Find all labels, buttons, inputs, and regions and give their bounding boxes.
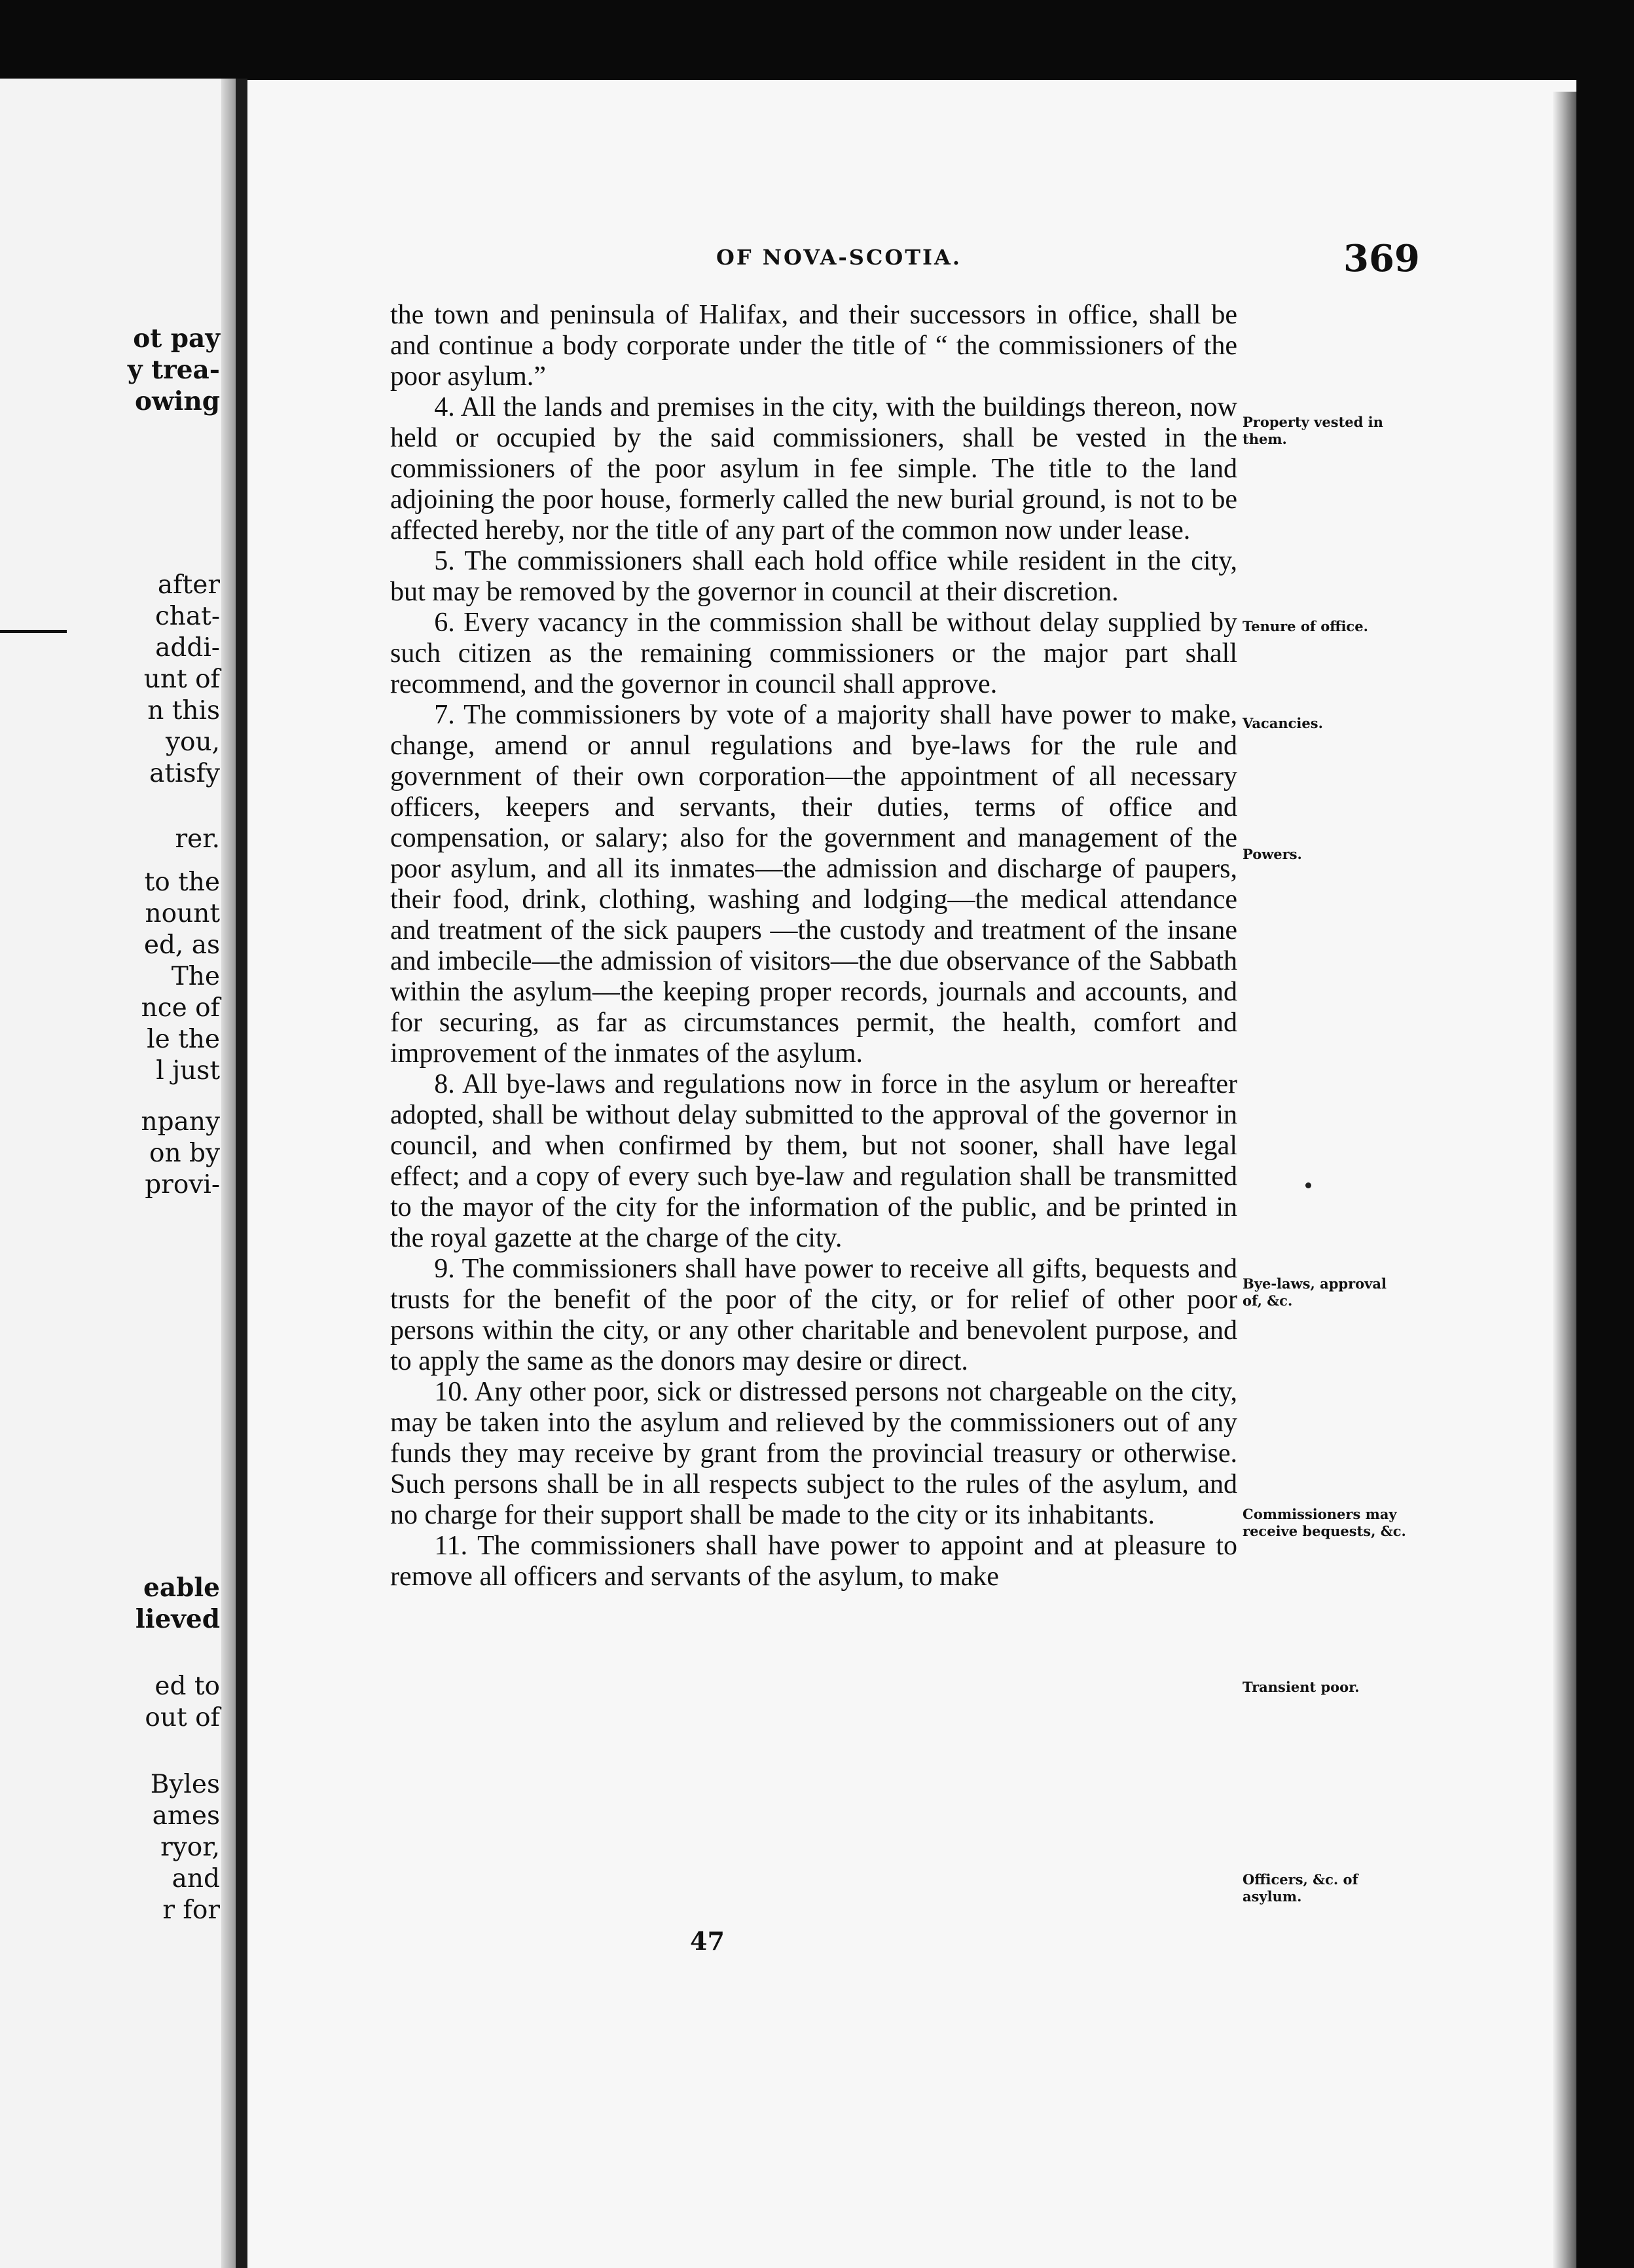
left-page-fragment: ryor, [160, 1833, 220, 1862]
section-paragraph: 6. Every vacancy in the commission shall be without delay supplied by such citizen as the remaining commissioners or the major part shall recommend, and the governor in council shall approve. [390, 608, 1237, 699]
left-facing-page [0, 79, 236, 2268]
left-page-fragment: rer. [175, 824, 220, 854]
page-number: 369 [1343, 237, 1420, 280]
margin-note: Powers. [1243, 846, 1302, 862]
left-page-fragment: unt of [143, 665, 220, 694]
left-page-fragment: provi- [145, 1170, 220, 1199]
left-page-fragment: eable [143, 1573, 220, 1603]
left-page-rule [0, 630, 67, 633]
section-paragraph: 9. The commissioners shall have power to receive all gifts, bequests and trusts for the benefit of the poor of the city, or for relief of other poor persons within the city, or any other charitable and benevolent purpose, and to apply the same as the donors may desire or direct. [390, 1254, 1237, 1376]
left-page-fragment: n this [147, 696, 220, 725]
left-page-fragment: addi- [155, 633, 220, 663]
body-text [390, 300, 1237, 1592]
left-page-fragment: lieved [135, 1604, 220, 1634]
left-page-fragment: owing [134, 386, 220, 416]
left-page-fragment: ed, as [143, 930, 220, 960]
left-page-fragment: and [172, 1864, 220, 1893]
margin-note: Officers, &c. of asylum. [1243, 1871, 1358, 1905]
left-page-fragment: The [171, 962, 220, 991]
margin-note: Bye-laws, approval of, &c. [1243, 1275, 1387, 1309]
section-paragraph: 7. The commissioners by vote of a majority shall have power to make, change, amend or annul regulations and bye-laws for the rule and government of their own corporation—the appointment of all necessary officers, keepers and servants, their duties, terms of office and compensation, or salary; also for the government and management of the poor asylum, and all its inmates—the admission and discharge of paupers, their food, drink, clothing, washing and lodging—the medical attendance and treatment of the sick paupers —the custody and treatment of the insane and imbecile—the admission of visitors—the due observance of the Sabbath within the asylum—the keeping proper records, journals and accounts, and for securing, as far as circumstances permit, the health, comfort and improvement of the inmates of the asylum. [390, 700, 1237, 1069]
left-page-fragment: Byles [150, 1770, 220, 1799]
left-page-fragment: on by [149, 1139, 220, 1168]
right-page-edge-shadow [1553, 92, 1576, 2268]
section-paragraph: the town and peninsula of Halifax, and their successors in office, shall be and continue a body corporate under the title of “ the commissioners of the poor asylum.” [390, 300, 1237, 392]
left-page-fragment: atisfy [149, 759, 220, 788]
left-page-fragment: ames [152, 1801, 220, 1831]
running-title: OF NOVA-SCOTIA. [716, 245, 962, 270]
left-page-gutter-shadow [221, 79, 236, 2268]
margin-note: Tenure of office. [1243, 618, 1368, 634]
margin-note: Commissioners may receive bequests, &c. [1243, 1506, 1406, 1539]
margin-note: Vacancies. [1243, 715, 1323, 731]
section-paragraph: 5. The commissioners shall each hold office while resident in the city, but may be removed by the governor in council at their discretion. [390, 546, 1237, 607]
section-paragraph: 11. The commissioners shall have power to appoint and at pleasure to remove all officers and servants of the asylum, to make [390, 1531, 1237, 1592]
left-page-fragment: chat- [154, 602, 220, 631]
margin-note: Transient poor. [1243, 1679, 1360, 1695]
section-paragraph: 4. All the lands and premises in the city, with the buildings thereon, now held or occupied by the said commissioners, shall be vested in the commissioners of the poor asylum in fee simple. The title to the land adjoining the poor house, formerly called the new burial ground, is not to be affected hereby, nor the title of any part of the common now under lease. [390, 392, 1237, 545]
left-page-fragment: npany [141, 1107, 220, 1137]
section-paragraph: 10. Any other poor, sick or distressed persons not chargeable on the city, may be taken into the asylum and relieved by the commissioners out of any funds they may receive by grant from the provincial treasury or otherwise. Such persons shall be in all respects subject to the rules of the asylum, and no charge for their support shall be made to the city or its inhabitants. [390, 1377, 1237, 1530]
left-page-fragment: ot pay [133, 323, 220, 354]
left-page-fragment: r for [162, 1895, 220, 1925]
left-page-fragment: l just [156, 1056, 220, 1086]
ink-speck [1305, 1182, 1311, 1188]
left-page-fragment: you, [165, 727, 220, 757]
left-page-fragment: nce of [141, 993, 220, 1023]
left-page-fragment: out of [145, 1703, 220, 1732]
left-page-fragment: after [157, 570, 220, 600]
left-page-fragment: nount [145, 899, 220, 928]
page-gap [236, 79, 247, 2268]
left-page-fragment: y trea- [127, 355, 220, 385]
left-page-fragment: le the [147, 1025, 220, 1054]
left-page-fragment: ed to [154, 1672, 220, 1701]
left-page-fragment: to the [144, 868, 220, 897]
signature-mark: 47 [690, 1926, 725, 1956]
margin-note: Property vested in them. [1243, 414, 1383, 447]
section-paragraph: 8. All bye-laws and regulations now in force in the asylum or hereafter adopted, shall be without delay submitted to the approval of the governor in council, and when confirmed by them, but not sooner, shall have legal effect; and a copy of every such bye-law and regulation shall be transmitted to the mayor of the city for the information of the public, and be printed in the royal gazette at the charge of the city. [390, 1069, 1237, 1253]
